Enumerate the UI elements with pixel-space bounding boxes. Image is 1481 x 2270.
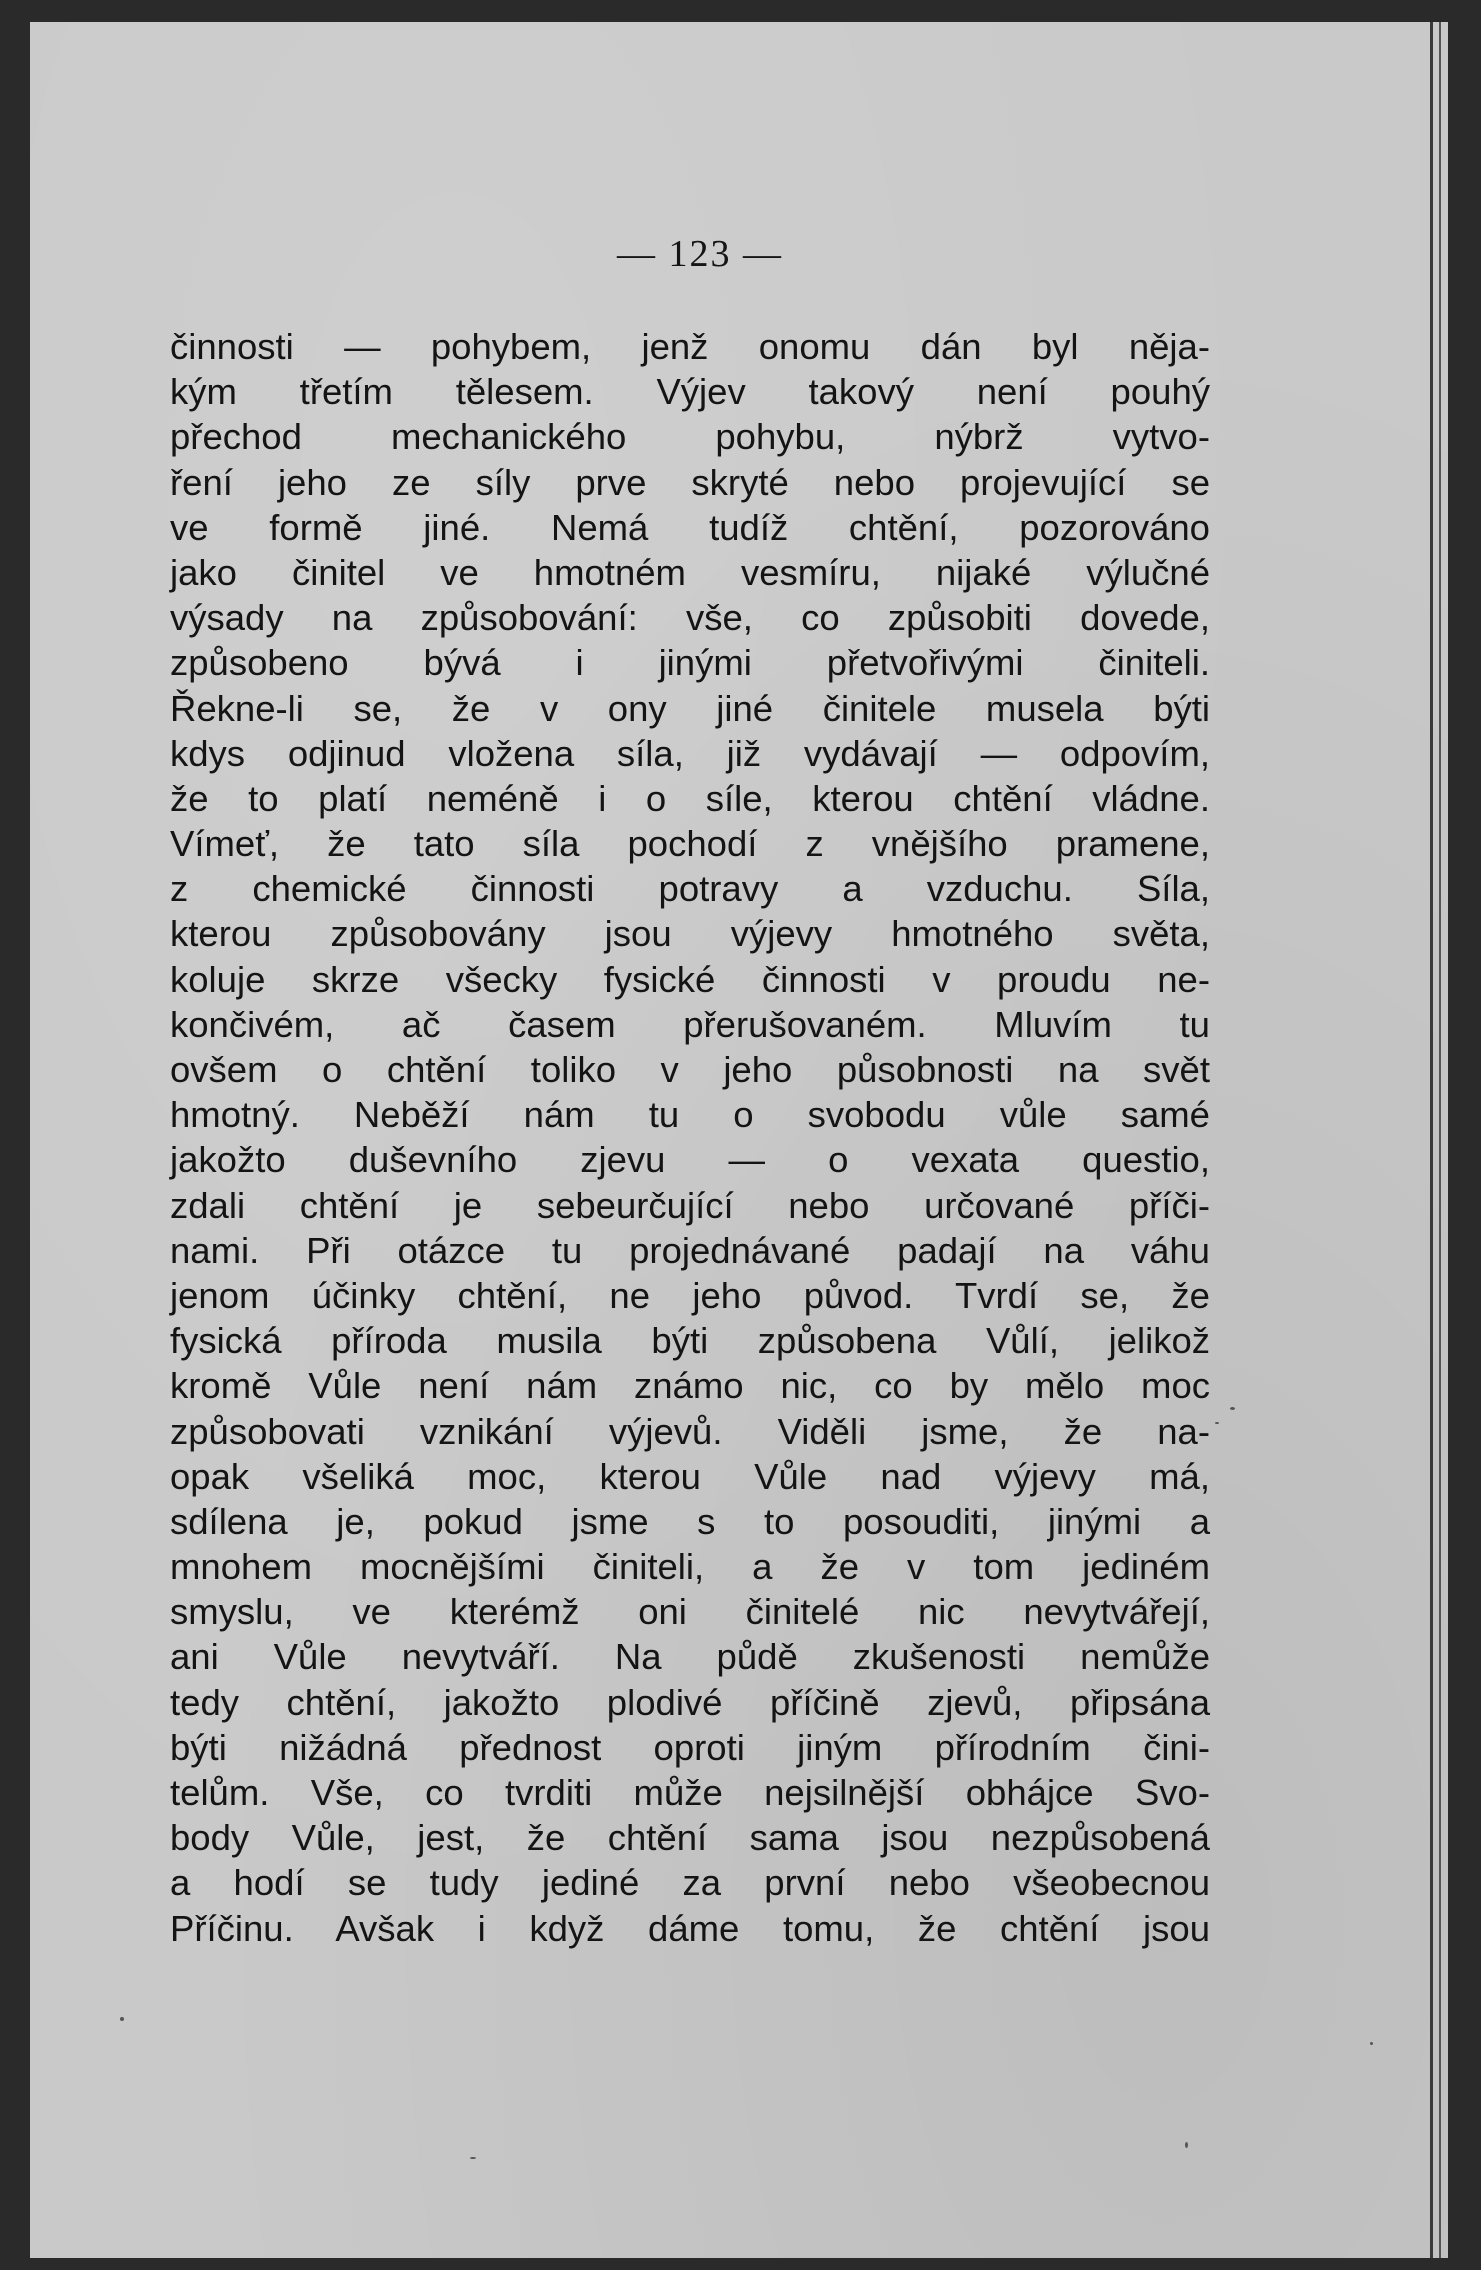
- text-line: způsobeno bývá i jinými přetvořivými činiteli.: [170, 642, 1210, 684]
- text-line: způsobovati vznikání výjevů. Viděli jsme, že na-: [170, 1410, 1210, 1452]
- text-line: jakožto duševního zjevu — o vexata questio,: [170, 1139, 1210, 1181]
- text-line: kým třetím tělesem. Výjev takový není pouhý: [170, 371, 1210, 413]
- text-line: telům. Vše, co tvrditi může nejsilnější obhájce Svo-: [170, 1772, 1210, 1813]
- text-line: zdali chtění je sebeurčující nebo určované příči-: [170, 1184, 1210, 1226]
- text-line: ve formě jiné. Nemá tudíž chtění, pozorováno: [170, 506, 1210, 548]
- text-line: opak všeliká moc, kterou Vůle nad výjevy má,: [170, 1455, 1210, 1497]
- page-number: — 123 —: [617, 233, 783, 275]
- text-line: Příčinu. Avšak i když dáme tomu, že chtění jsou: [170, 1907, 1210, 1949]
- scan-speck: [1370, 2042, 1373, 2045]
- text-line: mnohem mocnějšími činiteli, a že v tom jediném: [170, 1546, 1210, 1588]
- text-line: Vímeť, že tato síla pochodí z vnějšího pramene,: [170, 823, 1210, 865]
- text-line: že to platí neméně i o síle, kterou chtění vládne.: [170, 777, 1210, 819]
- scan-speck: [1185, 2142, 1188, 2148]
- scan-speck: [120, 2017, 124, 2021]
- text-line: kdys odjinud vložena síla, již vydávají — odpovím,: [170, 732, 1210, 774]
- text-line: ření jeho ze síly prve skryté nebo projevující se: [170, 461, 1210, 503]
- text-line: a hodí se tudy jediné za první nebo všeobecnou: [170, 1862, 1210, 1904]
- text-line: hmotný. Neběží nám tu o svobodu vůle samé: [170, 1094, 1210, 1136]
- text-line: ovšem o chtění toliko v jeho působnosti na svět: [170, 1049, 1210, 1090]
- text-line: činnosti — pohybem, jenž onomu dán byl něja-: [170, 326, 1210, 367]
- text-line: fysická příroda musila býti způsobena Vůlí, jelikož: [170, 1320, 1210, 1362]
- text-line: koluje skrze všecky fysické činnosti v proudu ne-: [170, 958, 1210, 1000]
- page-edge-line: [1430, 22, 1433, 2258]
- text-line: jenom účinky chtění, ne jeho původ. Tvrdí se, že: [170, 1274, 1210, 1316]
- text-line: nami. Při otázce tu projednávané padají na váhu: [170, 1229, 1210, 1271]
- text-line: výsady na způsobování: vše, co způsobiti dovede,: [170, 597, 1210, 639]
- book-page: [30, 22, 1448, 2258]
- body-text: [170, 324, 1210, 1951]
- scan-speck: [1230, 1407, 1235, 1410]
- text-line: ani Vůle nevytváří. Na půdě zkušenosti nemůže: [170, 1636, 1210, 1678]
- scan-speck: [470, 2157, 476, 2159]
- text-line: končivém, ač časem přerušovaném. Mluvím tu: [170, 1003, 1210, 1045]
- text-line: Řekne-li se, že v ony jiné činitele musela býti: [170, 687, 1210, 729]
- text-line: přechod mechanického pohybu, nýbrž vytvo-: [170, 416, 1210, 458]
- text-line: sdílena je, pokud jsme s to posouditi, jinými a: [170, 1500, 1210, 1542]
- text-line: býti nižádná přednost oproti jiným přírodním čini-: [170, 1726, 1210, 1768]
- text-line: jako činitel ve hmotném vesmíru, nijaké výlučné: [170, 551, 1210, 593]
- scan-speck: [1215, 1422, 1219, 1424]
- text-line: tedy chtění, jakožto plodivé příčině zjevů, připsána: [170, 1681, 1210, 1723]
- text-line: kterou způsobovány jsou výjevy hmotného světa,: [170, 913, 1210, 955]
- text-line: body Vůle, jest, že chtění sama jsou nezpůsobená: [170, 1817, 1210, 1859]
- text-line: kromě Vůle není nám známo nic, co by mělo moc: [170, 1365, 1210, 1407]
- text-line: smyslu, ve kterémž oni činitelé nic nevytvářejí,: [170, 1591, 1210, 1633]
- text-line: z chemické činnosti potravy a vzduchu. Síla,: [170, 868, 1210, 910]
- page-edge-line-inner: [1439, 22, 1441, 2258]
